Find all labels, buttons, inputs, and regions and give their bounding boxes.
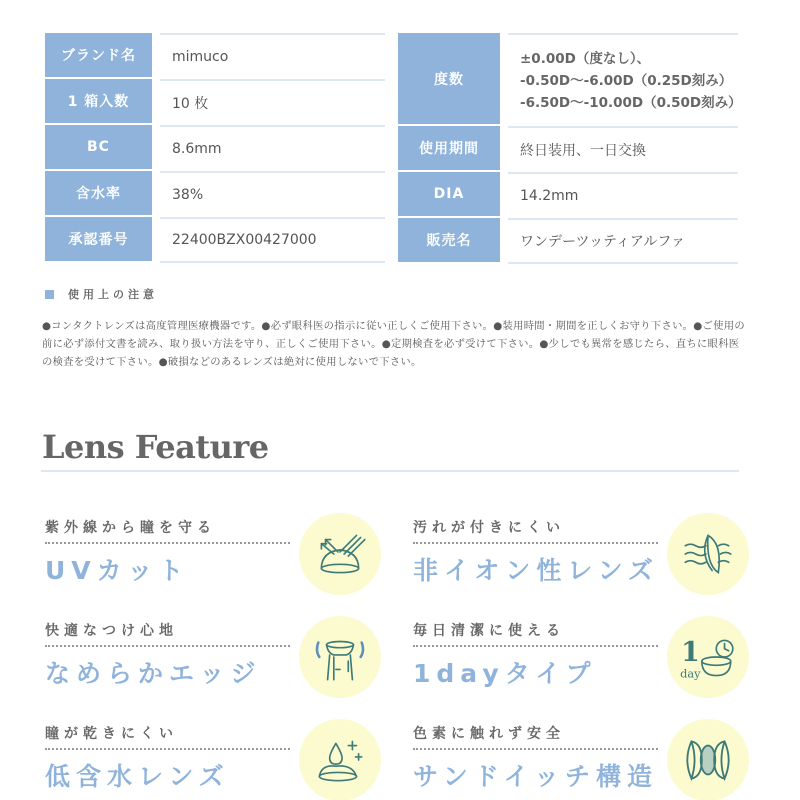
- power-line: -0.50D〜-6.00D（0.25D刻み）: [520, 72, 733, 89]
- spec-row-box-count: [45, 79, 385, 125]
- non-ionic-lens-icon: [667, 513, 749, 595]
- spec-row-sales-name: [398, 218, 738, 264]
- spec-value: 終日装用、一日交換: [508, 126, 738, 172]
- spec-row-usage-period: [398, 126, 738, 172]
- spec-value: 14.2mm: [508, 172, 738, 218]
- square-bullet-icon: [45, 290, 54, 299]
- feature-sandwich-structure: [410, 709, 770, 800]
- power-line: ±0.00D（度なし）、: [520, 50, 651, 67]
- feature-subtitle: 紫外線から瞳を守る: [45, 520, 216, 536]
- low-water-content-icon: [299, 719, 381, 800]
- feature-headline: UVカット: [45, 556, 190, 585]
- feature-headline: なめらかエッジ: [45, 659, 262, 688]
- dotted-divider: [45, 542, 290, 544]
- spec-row-power: [398, 33, 742, 126]
- spec-label: 1 箱入数: [45, 79, 152, 125]
- feature-one-day: [410, 606, 770, 701]
- smooth-edge-icon: [299, 616, 381, 698]
- spec-label: BC: [45, 125, 152, 171]
- caution-section: [42, 286, 745, 371]
- dotted-divider: [413, 748, 658, 750]
- spec-value: 10 枚: [160, 79, 385, 125]
- spec-label: 使用期間: [398, 126, 500, 172]
- spec-value: 8.6mm: [160, 125, 385, 171]
- svg-text:1: 1: [681, 637, 700, 669]
- spec-row-water-content: [45, 171, 385, 217]
- spec-label: 承認番号: [45, 217, 152, 263]
- feature-subtitle: 汚れが付きにくい: [413, 520, 565, 536]
- uv-cut-icon: [299, 513, 381, 595]
- spec-value-power: [508, 33, 742, 126]
- spec-row-approval-number: [45, 217, 385, 263]
- svg-text:day: day: [680, 666, 701, 681]
- feature-uv-cut: [42, 503, 402, 598]
- spec-label: ブランド名: [45, 33, 152, 79]
- dotted-divider: [45, 645, 290, 647]
- feature-subtitle: 快適なつけ心地: [45, 623, 178, 639]
- feature-smooth-edge: [42, 606, 402, 701]
- feature-headline: 低含水レンズ: [45, 762, 230, 791]
- feature-low-water-content: [42, 709, 402, 800]
- spec-value: 38%: [160, 171, 385, 217]
- feature-subtitle: 色素に触れず安全: [413, 726, 565, 742]
- caution-heading: [45, 286, 745, 302]
- feature-headline: サンドイッチ構造: [413, 762, 659, 791]
- spec-label: 度数: [398, 33, 500, 126]
- sandwich-structure-icon: [667, 719, 749, 800]
- spec-label: DIA: [398, 172, 500, 218]
- spec-row-brand: [45, 33, 385, 79]
- spec-table-right: [398, 33, 742, 264]
- feature-headline: 非イオン性レンズ: [413, 556, 659, 585]
- spec-label: 販売名: [398, 218, 500, 264]
- dotted-divider: [413, 645, 658, 647]
- spec-label: 含水率: [45, 171, 152, 217]
- spec-row-dia: [398, 172, 738, 218]
- divider: [41, 470, 739, 472]
- spec-table-left: [45, 33, 385, 263]
- power-line: -6.50D〜-10.00D（0.50D刻み）: [520, 94, 742, 111]
- feature-headline: 1dayタイプ: [413, 659, 597, 688]
- feature-non-ionic: [410, 503, 770, 598]
- lens-feature-title: Lens Feature: [42, 428, 269, 466]
- feature-subtitle: 瞳が乾きにくい: [45, 726, 178, 742]
- spec-value: mimuco: [160, 33, 385, 79]
- caution-title: 使用上の注意: [68, 288, 158, 301]
- spec-value: ワンデーツッティアルファ: [508, 218, 738, 264]
- dotted-divider: [45, 748, 290, 750]
- feature-subtitle: 毎日清潔に使える: [413, 623, 565, 639]
- caution-body: ●コンタクトレンズは高度管理医療機器です。●必ず眼科医の指示に従い正しくご使用下さい。●装用時間・期間を正しくお守り下さい。●ご使用の前に必ず添付文書を読み、取り扱い方法を守り、正しくご使用下さい。●定期検査を必ず受けて下さい。●少しでも異常を感じたら、直ちに眼科医の検査を受けて下さい。●破損などのあるレンズは絶対に使用しないで下さい。: [42, 320, 745, 368]
- spec-value: 22400BZX00427000: [160, 217, 385, 263]
- spec-row-bc: [45, 125, 385, 171]
- dotted-divider: [413, 542, 658, 544]
- one-day-icon: [667, 616, 749, 698]
